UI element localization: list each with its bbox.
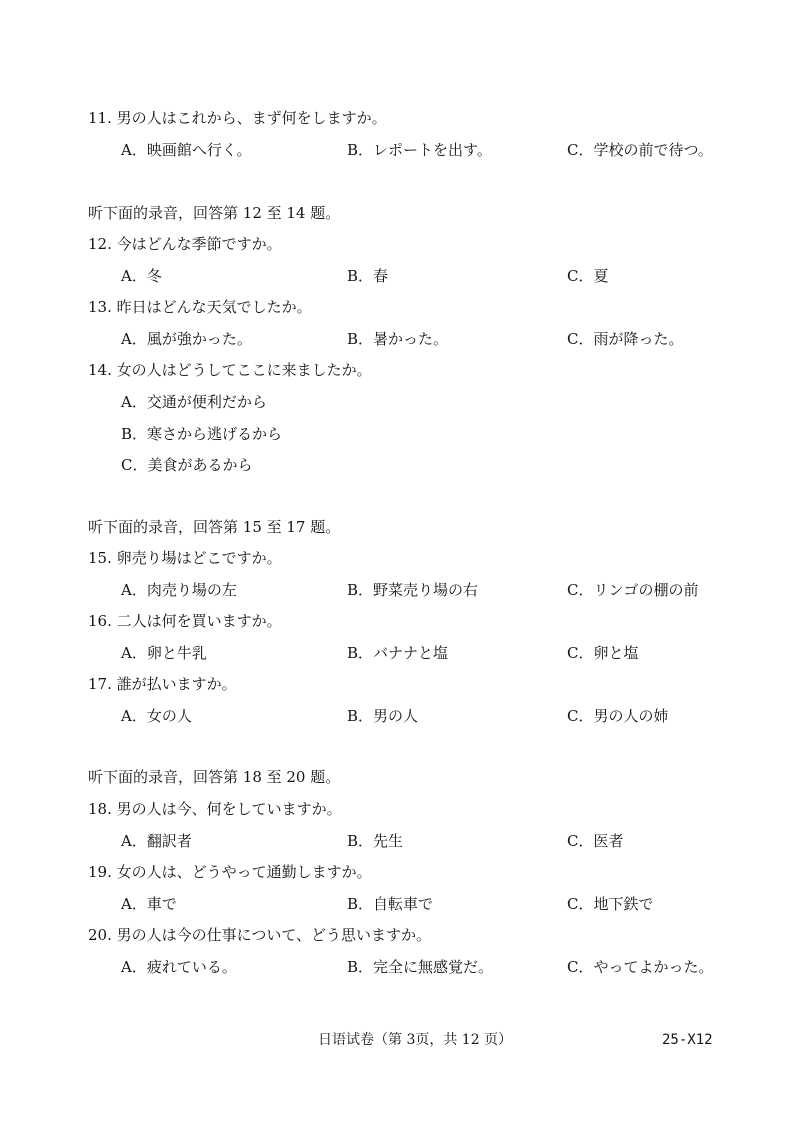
question-20 [88,925,431,945]
question-15 [88,548,282,568]
option-a: A．交通が便利だから [121,393,267,411]
option-a: A．翻訳者 [121,832,192,850]
option-c: C．やってよかった。 [567,958,714,976]
question-number: 13. [88,298,112,316]
question-text: 誰が払いますか。 [116,675,237,693]
question-17 [88,674,237,694]
question-number: 15. [88,549,112,567]
option-b: B．春 [347,267,389,285]
question-13 [88,297,312,317]
option-a: A．車で [121,895,177,913]
question-text: 今はどんな季節ですか。 [116,235,282,253]
exam-code: 25-X12 [662,1032,713,1048]
question-text: 男の人は今の仕事について、どう思いますか。 [116,926,432,944]
question-number: 14. [88,361,112,379]
question-number: 20. [88,926,112,944]
question-number: 18. [88,800,112,818]
question-text: 卵売り場はどこですか。 [116,549,282,567]
question-text: 男の人は今、何をしていますか。 [116,800,342,818]
option-c: C．男の人の姉 [567,707,669,725]
option-a: A．卵と牛乳 [121,644,207,662]
option-c: C．学校の前で待つ。 [567,141,713,159]
section-instruction: 听下面的录音，回答第 18 至 20 题。 [88,768,341,786]
question-text: 昨日はどんな天気でしたか。 [116,298,312,316]
question-number: 19. [88,863,112,881]
question-text: 男の人はこれから、まず何をしますか。 [116,109,387,127]
question-12 [88,234,282,254]
question-number: 12. [88,235,112,253]
option-c: C．雨が降った。 [567,330,684,348]
option-b: B．暑かった。 [347,330,449,348]
option-a: A．冬 [121,267,162,285]
option-b: B．寒さから逃げるから [121,425,283,443]
option-b: B．完全に無感覚だ。 [347,958,494,976]
option-a: A．疲れている。 [121,958,237,976]
question-number: 17. [88,675,112,693]
page-footer-label: 日语试卷（第 3页，共 12 页） [318,1032,513,1048]
option-b: B．自転車で [347,895,434,913]
option-b: B．男の人 [347,707,419,725]
option-c: C．卵と塩 [567,644,639,662]
question-14 [88,360,372,380]
question-16 [88,611,282,631]
option-b: B．レポートを出す。 [347,141,492,159]
question-text: 女の人はどうしてここに来ましたか。 [116,361,372,379]
option-b: B．野菜売り場の右 [347,581,479,599]
question-19 [88,862,372,882]
question-number: 16. [88,612,112,630]
option-a: A．映画館へ行く。 [121,141,252,159]
question-18 [88,799,342,819]
section-instruction: 听下面的录音，回答第 15 至 17 题。 [88,518,341,536]
option-c: C．美食があるから [121,456,253,474]
option-a: A．風が強かった。 [121,330,252,348]
option-c: C．夏 [567,267,609,285]
question-11 [88,108,387,128]
question-text: 女の人は、どうやって通勤しますか。 [116,863,372,881]
option-a: A．肉売り場の左 [121,581,237,599]
option-b: B．先生 [347,832,404,850]
question-number: 11. [88,109,112,127]
section-instruction: 听下面的录音，回答第 12 至 14 题。 [88,204,341,222]
option-a: A．女の人 [121,707,192,725]
question-text: 二人は何を買いますか。 [116,612,282,630]
option-c: C．医者 [567,832,624,850]
option-b: B．バナナと塩 [347,644,449,662]
option-c: C．リンゴの棚の前 [567,581,699,599]
option-c: C．地下鉄で [567,895,654,913]
